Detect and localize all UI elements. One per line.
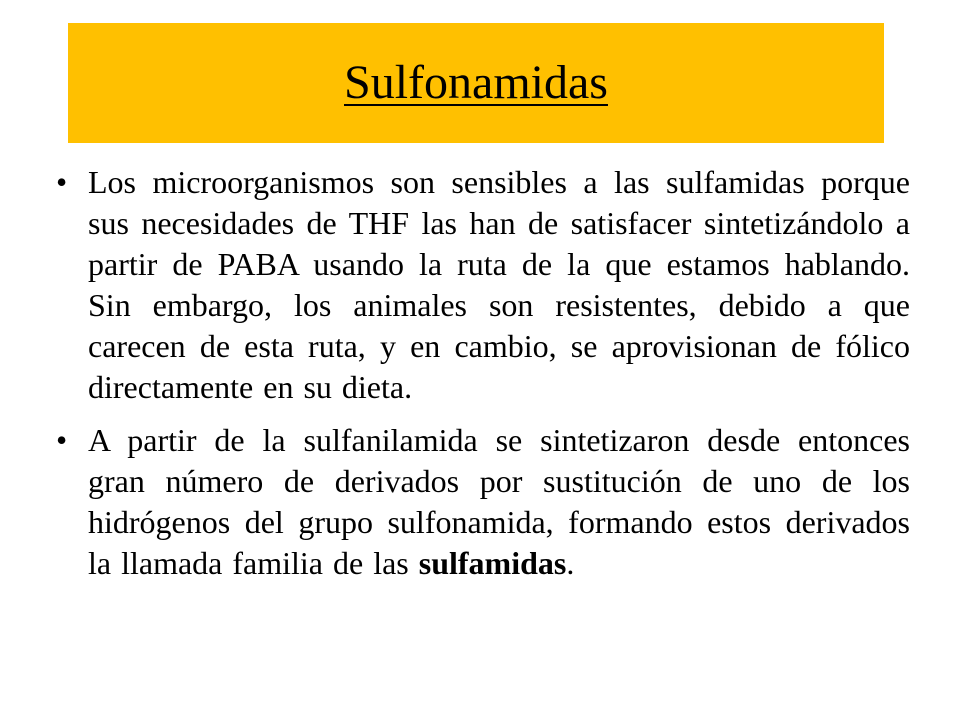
bullet-text-bold-term: sulfamidas — [418, 545, 567, 581]
title-banner — [68, 23, 884, 143]
slide-body — [40, 162, 910, 596]
slide-title: Sulfonamidas — [344, 56, 608, 109]
bullet-marker: • — [56, 422, 68, 458]
bullet-text-end: . — [566, 545, 575, 581]
bullet-text — [88, 420, 910, 584]
bullet-text: Los microorganismos son sensibles a las sulfamidas porque sus necesidades de THF las han de satisfacer sintetizándolo a partir de PABA usando la ruta de la que estamos hablando. Sin embargo, los animales son resistentes, debido a que carecen de esta ruta, y en cambio, se aprovisionan de fólico directamente en su dieta. — [88, 164, 910, 405]
bullet-text-main: A partir de la sulfanilamida se sintetizaron desde entonces gran número de derivados por sustitución de uno de los hidrógenos del grupo sulfonamida, formando estos derivados la llamada familia de las — [88, 422, 910, 581]
bullet-item — [40, 420, 910, 584]
bullet-item — [40, 162, 910, 408]
bullet-marker: • — [56, 164, 68, 200]
